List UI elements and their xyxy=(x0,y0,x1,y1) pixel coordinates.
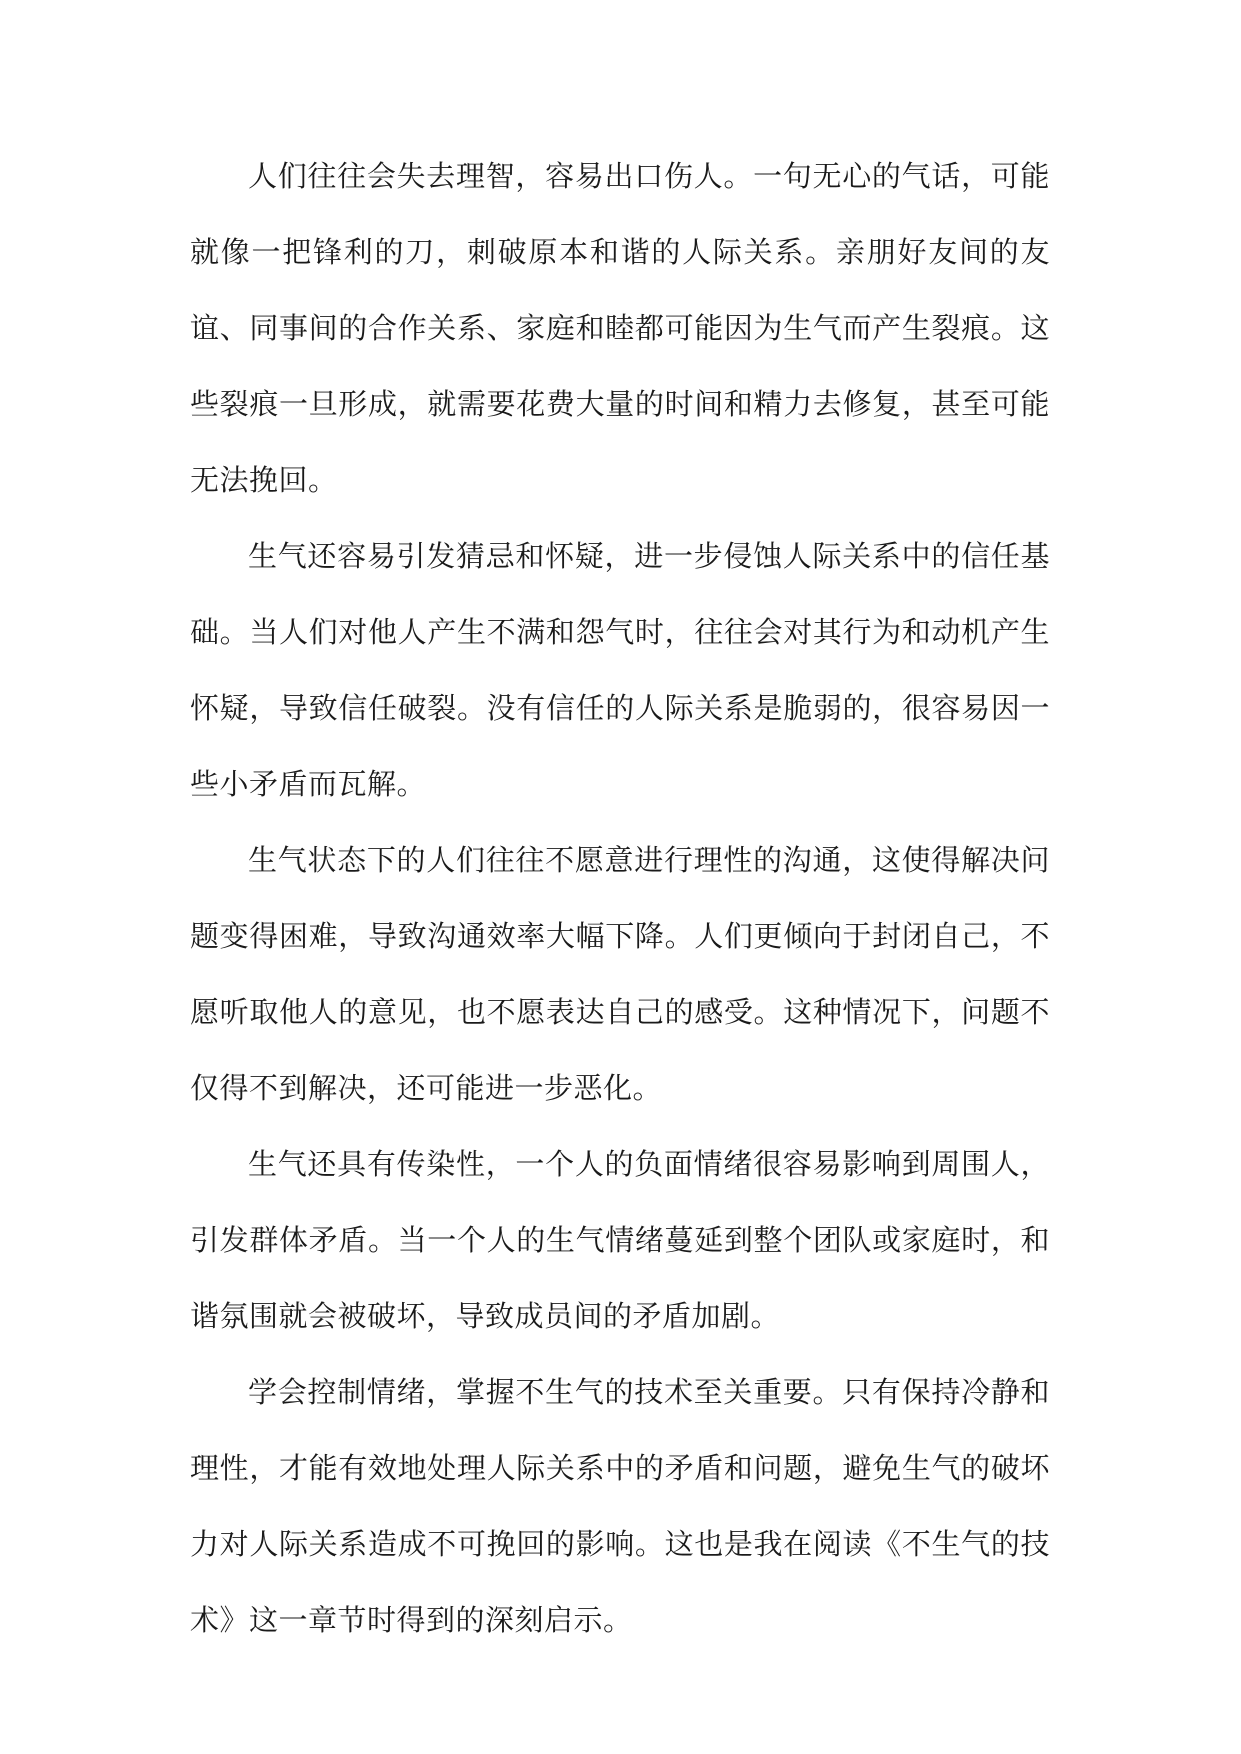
paragraph-5: 学会控制情绪，掌握不生气的技术至关重要。只有保持冷静和理性，才能有效地处理人际关系中的矛盾和问题，避免生气的破坏力对人际关系造成不可挽回的影响。这也是我在阅读《不生气的技术》这一章节时得到的深刻启示。 xyxy=(190,1375,1050,1637)
paragraph-2: 生气还容易引发猜忌和怀疑，进一步侵蚀人际关系中的信任基础。当人们对他人产生不满和怨气时，往往会对其行为和动机产生怀疑，导致信任破裂。没有信任的人际关系是脆弱的，很容易因一些小矛盾而瓦解。 xyxy=(190,539,1050,801)
paragraph-1: 人们往往会失去理智，容易出口伤人。一句无心的气话，可能就像一把锋利的刀，刺破原本和谐的人际关系。亲朋好友间的友谊、同事间的合作关系、家庭和睦都可能因为生气而产生裂痕。这些裂痕一旦形成，就需要花费大量的时间和精力去修复，甚至可能无法挽回。 xyxy=(190,159,1050,497)
document-body xyxy=(190,138,1050,1658)
paragraph-3: 生气状态下的人们往往不愿意进行理性的沟通，这使得解决问题变得困难，导致沟通效率大幅下降。人们更倾向于封闭自己，不愿听取他人的意见，也不愿表达自己的感受。这种情况下，问题不仅得不到解决，还可能进一步恶化。 xyxy=(190,843,1050,1105)
paragraph-4: 生气还具有传染性，一个人的负面情绪很容易影响到周围人，引发群体矛盾。当一个人的生气情绪蔓延到整个团队或家庭时，和谐氛围就会被破坏，导致成员间的矛盾加剧。 xyxy=(190,1147,1050,1333)
